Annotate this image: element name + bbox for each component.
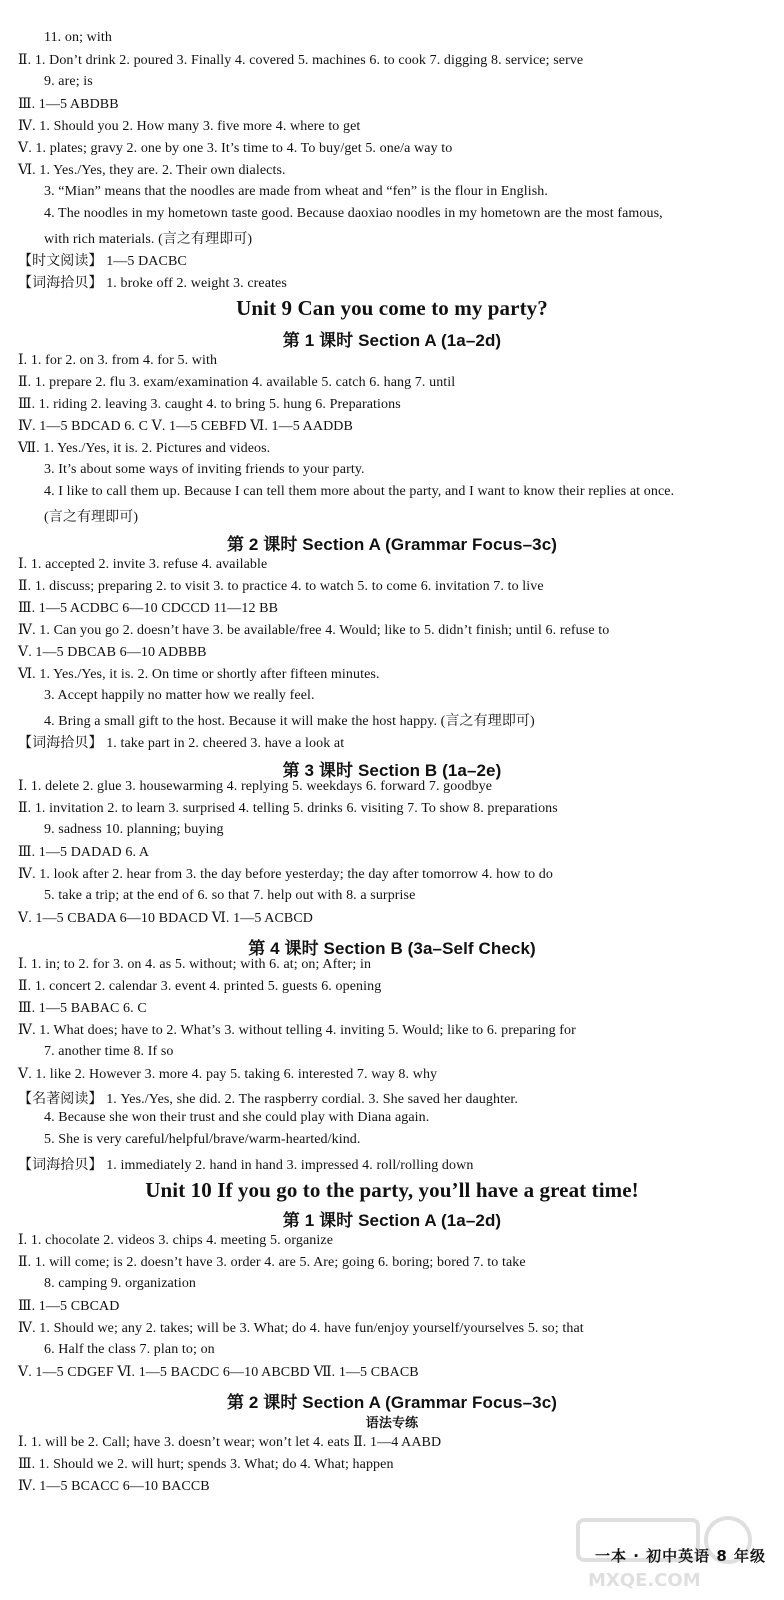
answer-line: 8. camping 9. organization xyxy=(44,1276,197,1291)
answer-line: 7. another time 8. If so xyxy=(44,1044,174,1059)
section-heading: 第 4 课时 Section B (3a–Self Check) xyxy=(248,939,536,958)
page-footer: 一本 · 初中英语 8 年级 xyxy=(594,1547,766,1565)
answer-line: Ⅲ. 1. Should we 2. will hurt; spends 3. What; do 4. What; happen xyxy=(18,1457,394,1472)
answer-line: Ⅳ. 1. Should we; any 2. takes; will be 3. What; do 4. have fun/enjoy yourself/yourselves 5. so; that xyxy=(18,1321,584,1336)
answer-line: Ⅱ. 1. prepare 2. flu 3. exam/examination 4. available 5. catch 6. hang 7. until xyxy=(18,375,456,390)
unit-title: Unit 9 Can you come to my party? xyxy=(236,296,548,320)
answer-line: Ⅱ. 1. Don’t drink 2. poured 3. Finally 4. covered 5. machines 6. to cook 7. digging 8. service; serve xyxy=(18,53,584,68)
unit-title: Unit 10 If you go to the party, you’ll have a great time! xyxy=(145,1178,639,1202)
answer-line: 【词海拾贝】 1. broke off 2. weight 3. creates xyxy=(18,276,287,291)
section-heading: 第 3 课时 Section B (1a–2e) xyxy=(282,761,502,780)
answer-line: Ⅲ. 1—5 ABDBB xyxy=(18,97,119,112)
answer-line: Ⅲ. 1—5 BABAC 6. C xyxy=(18,1001,147,1016)
answer-line: Ⅲ. 1—5 ACDBC 6—10 CDCCD 11—12 BB xyxy=(18,601,279,616)
answer-line: Ⅶ. 1. Yes./Yes, it is. 2. Pictures and videos. xyxy=(18,441,271,456)
answer-line: 5. take a trip; at the end of 6. so that 7. help out with 8. a surprise xyxy=(44,888,416,903)
answer-line: Ⅰ. 1. will be 2. Call; have 3. doesn’t wear; won’t let 4. eats Ⅱ. 1—4 AABD xyxy=(18,1435,442,1450)
answer-line: 5. She is very careful/helpful/brave/warm-hearted/kind. xyxy=(44,1132,361,1147)
answer-line: Ⅳ. 1. Should you 2. How many 3. five more 4. where to get xyxy=(18,119,361,134)
answer-line: Ⅳ. 1—5 BDCAD 6. C Ⅴ. 1—5 CEBFD Ⅵ. 1—5 AADDB xyxy=(18,419,353,434)
section-heading: 第 1 课时 Section A (1a–2d) xyxy=(282,1211,502,1230)
answer-line: 4. The noodles in my hometown taste good. Because daoxiao noodles in my hometown are the most famous, xyxy=(44,206,663,221)
watermark-text: MXQE.COM xyxy=(588,1570,701,1591)
answer-line: 3. It’s about some ways of inviting friends to your party. xyxy=(44,462,365,477)
answer-line: 4. Bring a small gift to the host. Because it will make the host happy. (言之有理即可) xyxy=(44,714,535,729)
answer-line: 6. Half the class 7. plan to; on xyxy=(44,1342,215,1357)
answer-line: Ⅱ. 1. discuss; preparing 2. to visit 3. to practice 4. to watch 5. to come 6. invitation 7. to live xyxy=(18,579,544,594)
answer-line: Ⅰ. 1. chocolate 2. videos 3. chips 4. meeting 5. organize xyxy=(18,1233,334,1248)
answer-line: Ⅱ. 1. will come; is 2. doesn’t have 3. order 4. are 5. Are; going 6. boring; bored 7. to take xyxy=(18,1255,526,1270)
answer-line: Ⅳ. 1. look after 2. hear from 3. the day before yesterday; the day after tomorrow 4. how to do xyxy=(18,867,553,882)
answer-line: with rich materials. (言之有理即可) xyxy=(44,232,253,247)
section-heading: 第 1 课时 Section A (1a–2d) xyxy=(282,331,502,350)
answer-line: Ⅴ. 1—5 CDGEF Ⅵ. 1—5 BACDC 6—10 ABCBD Ⅶ. 1—5 CBACB xyxy=(18,1365,419,1380)
answer-line: 【词海拾贝】 1. immediately 2. hand in hand 3. impressed 4. roll/rolling down xyxy=(18,1158,474,1173)
answer-line: Ⅳ. 1. What does; have to 2. What’s 3. without telling 4. inviting 5. Would; like to 6. preparing for xyxy=(18,1023,576,1038)
answer-line: Ⅵ. 1. Yes./Yes, it is. 2. On time or shortly after fifteen minutes. xyxy=(18,667,380,682)
answer-line: 4. Because she won their trust and she could play with Diana again. xyxy=(44,1110,430,1125)
answer-line: Ⅰ. 1. delete 2. glue 3. housewarming 4. replying 5. weekdays 6. forward 7. goodbye xyxy=(18,779,493,794)
section-heading: 第 2 课时 Section A (Grammar Focus–3c) xyxy=(226,1393,558,1412)
answer-line: Ⅳ. 1—5 BCACC 6—10 BACCB xyxy=(18,1479,210,1494)
answer-line: (言之有理即可) xyxy=(44,510,139,525)
answer-line: Ⅰ. 1. for 2. on 3. from 4. for 5. with xyxy=(18,353,218,368)
answer-line: 3. “Mian” means that the noodles are made from wheat and “fen” is the flour in English. xyxy=(44,184,548,199)
answer-line: Ⅳ. 1. Can you go 2. doesn’t have 3. be available/free 4. Would; like to 5. didn’t finish; until 6. refuse to xyxy=(18,623,610,638)
answer-line: 4. I like to call them up. Because I can tell them more about the party, and I want to know their replies at once. xyxy=(44,484,675,499)
answer-line: Ⅰ. 1. accepted 2. invite 3. refuse 4. available xyxy=(18,557,268,572)
answer-line: Ⅲ. 1—5 DADAD 6. A xyxy=(18,845,150,860)
answer-line: Ⅴ. 1—5 DBCAB 6—10 ADBBB xyxy=(18,645,207,660)
answer-line: 【时文阅读】 1—5 DACBC xyxy=(18,254,187,269)
answer-line: Ⅲ. 1. riding 2. leaving 3. caught 4. to bring 5. hung 6. Preparations xyxy=(18,397,401,412)
answer-line: 【名著阅读】 1. Yes./Yes, she did. 2. The raspberry cordial. 3. She saved her daughter. xyxy=(18,1092,518,1107)
answer-line: Ⅲ. 1—5 CBCAD xyxy=(18,1299,120,1314)
answer-line: Ⅱ. 1. invitation 2. to learn 3. surprised 4. telling 5. drinks 6. visiting 7. To show 8. preparations xyxy=(18,801,558,816)
section-heading: 第 2 课时 Section A (Grammar Focus–3c) xyxy=(226,535,558,554)
answer-line: Ⅴ. 1. like 2. However 3. more 4. pay 5. taking 6. interested 7. way 8. why xyxy=(18,1067,438,1082)
answer-line: Ⅱ. 1. concert 2. calendar 3. event 4. printed 5. guests 6. opening xyxy=(18,979,382,994)
answer-line: 9. are; is xyxy=(44,74,93,89)
answer-line: 【词海拾贝】 1. take part in 2. cheered 3. have a look at xyxy=(18,736,345,751)
answer-line: Ⅴ. 1. plates; gravy 2. one by one 3. It’s time to 4. To buy/get 5. one/a way to xyxy=(18,141,453,156)
answer-line: 9. sadness 10. planning; buying xyxy=(44,822,224,837)
answer-line: Ⅴ. 1—5 CBADA 6—10 BDACD Ⅵ. 1—5 ACBCD xyxy=(18,911,313,926)
answer-line: Ⅰ. 1. in; to 2. for 3. on 4. as 5. without; with 6. at; on; After; in xyxy=(18,957,372,972)
answer-line: Ⅵ. 1. Yes./Yes, they are. 2. Their own dialects. xyxy=(18,163,286,178)
answer-line: 11. on; with xyxy=(44,30,112,45)
answer-line: 3. Accept happily no matter how we really feel. xyxy=(44,688,315,703)
section-heading: 语法专练 xyxy=(365,1416,419,1431)
